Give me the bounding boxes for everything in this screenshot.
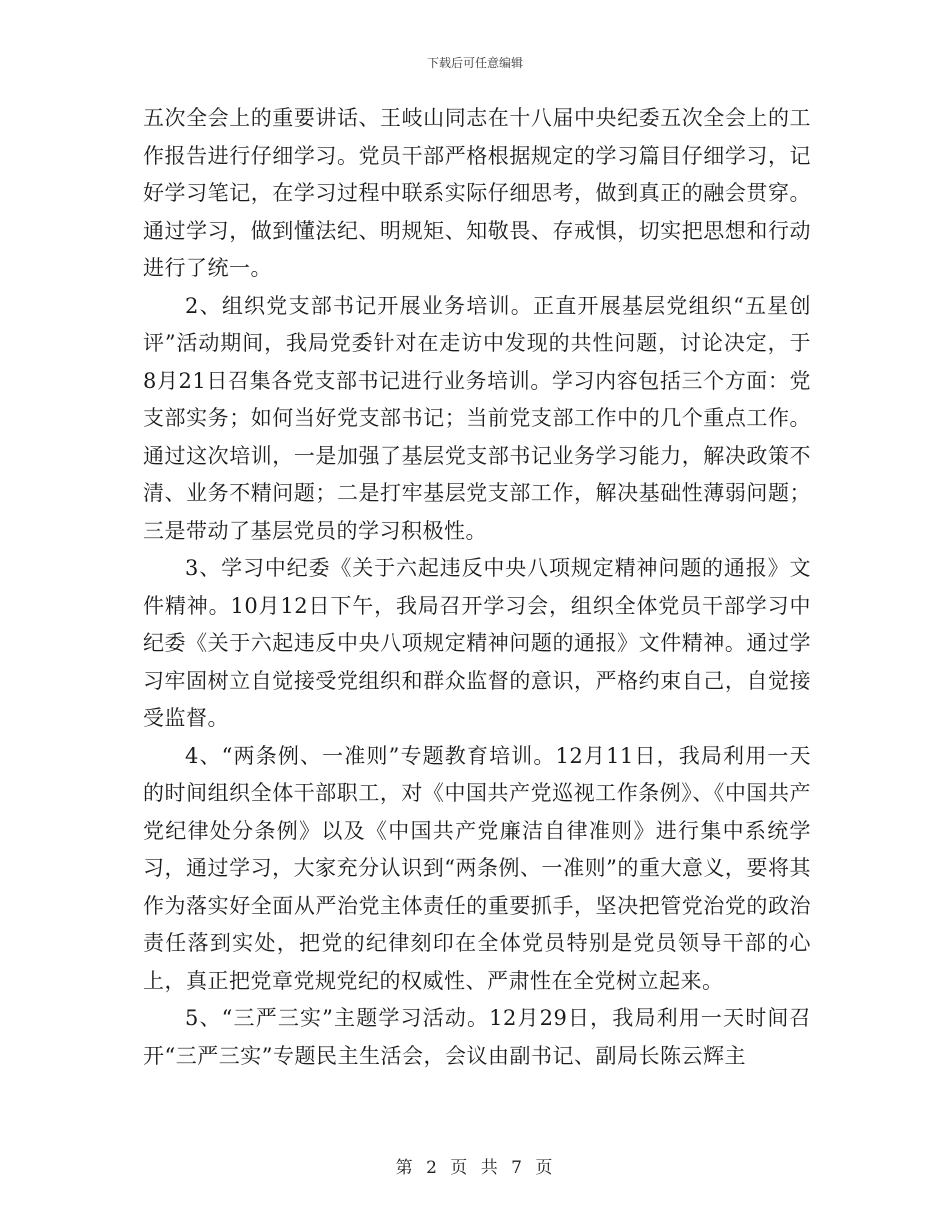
paragraph-item-4: 4、“两条例、一准则”专题教育培训。12月11日，我局利用一天的时间组织全体干部职工，对《中国共产党巡视工作条例》、《中国共产党纪律处分条例》以及《中国共产党廉洁自律准则》进行集中系统学习，通过学习，大家充分认识到“两条例、一准则”的重大意义，要将其作为落实好全面从严治党主体责任的重要抓手，坚决把管党治党的政治责任落到实处，把党的纪律刻印在全体党员特别是党员领导干部的心上，真正把党章党规党纪的权威性、严肃性在全党树立起来。 [143, 743, 811, 993]
paragraph-item-5: 5、“三严三实”主题学习活动。12月29日，我局利用一天时间召开“三严三实”专题民主生活会，会议由副书记、副局长陈云辉主 [143, 1006, 811, 1068]
paragraph-item-3: 3、学习中纪委《关于六起违反中央八项规定精神问题的通报》文件精神。10月12日下午，我局召开学习会，组织全体党员干部学习中纪委《关于六起违反中央八项规定精神问题的通报》文件精神。通过学习牢固树立自觉接受党组织和群众监督的意识，严格约束自己，自觉接受监督。 [143, 556, 811, 730]
document-body [143, 100, 811, 1075]
page-header-note: 下载后可任意编辑 [426, 56, 523, 70]
paragraph-continuation: 五次全会上的重要讲话、王岐山同志在十八届中央纪委五次全会上的工作报告进行仔细学习。党员干部严格根据规定的学习篇目仔细学习，记好学习笔记，在学习过程中联系实际仔细思考，做到真正的融会贯穿。通过学习，做到懂法纪、明规矩、知敬畏、存戒惧，切实把思想和行动进行了统一。 [143, 106, 811, 280]
page-number-footer: 第 2 页 共 7 页 [395, 1158, 555, 1178]
paragraph-item-2: 2、组织党支部书记开展业务培训。正直开展基层党组织“五星创评”活动期间，我局党委针对在走访中发现的共性问题，讨论决定，于8月21日召集各党支部书记进行业务培训。学习内容包括三个方面：党支部实务；如何当好党支部书记；当前党支部工作中的几个重点工作。通过这次培训，一是加强了基层党支部书记业务学习能力，解决政策不清、业务不精问题；二是打牢基层党支部工作，解决基础性薄弱问题；三是带动了基层党员的学习积极性。 [143, 293, 811, 543]
